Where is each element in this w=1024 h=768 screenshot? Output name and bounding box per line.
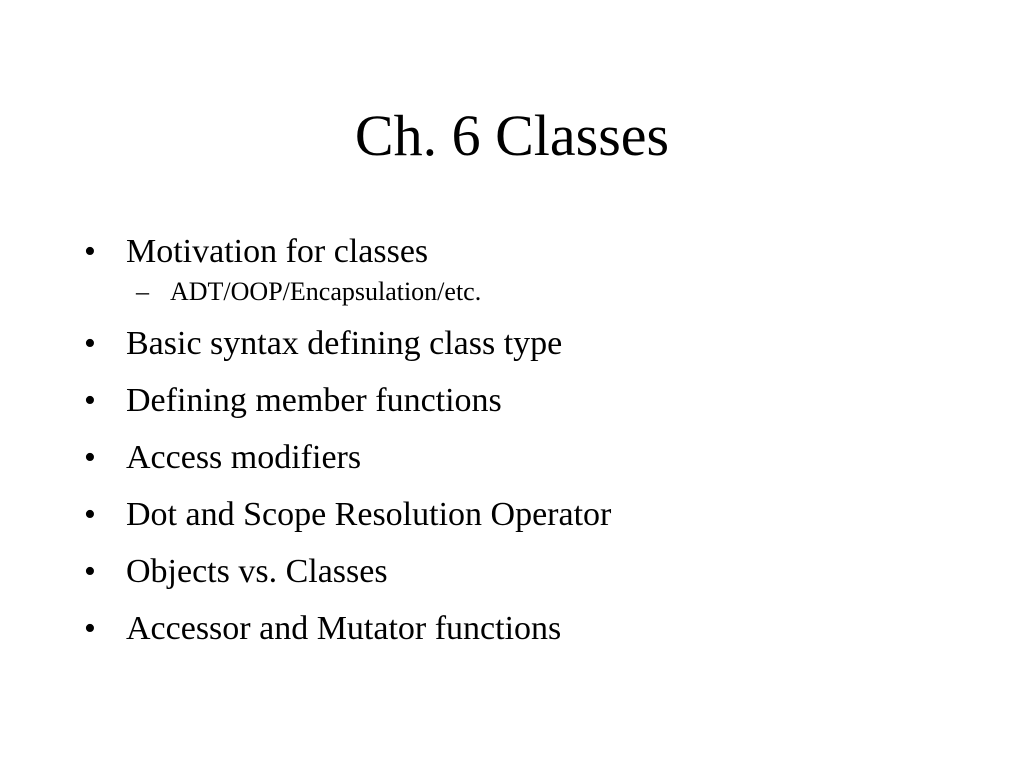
bullet-dot-icon: • [84,325,96,362]
bullet-text: Dot and Scope Resolution Operator [126,496,612,533]
bullet-item [84,605,964,653]
slide-title: Ch. 6 Classes [354,103,670,168]
bullet-item [84,377,964,425]
bullet-text: Accessor and Mutator functions [126,610,562,647]
bullet-text: Access modifiers [126,439,362,476]
bullet-list [84,228,964,662]
bullet-dot-icon: • [84,233,96,270]
bullet-text: Basic syntax defining class type [126,325,563,362]
bullet-dot-icon: • [84,439,96,476]
bullet-text: Motivation for classes [126,233,429,270]
bullet-item [84,548,964,596]
bullet-item [84,434,964,482]
bullet-text: Objects vs. Classes [126,553,388,590]
bullet-item [84,228,964,311]
dash-icon: – [136,277,149,306]
sub-bullet-text: ADT/OOP/Encapsulation/etc. [170,277,482,306]
bullet-item [84,320,964,368]
bullet-dot-icon: • [84,382,96,419]
bullet-dot-icon: • [84,496,96,533]
bullet-dot-icon: • [84,610,96,647]
bullet-item [84,491,964,539]
bullet-text: Defining member functions [126,382,502,419]
sub-bullet-list [126,273,964,311]
sub-bullet-item [126,273,964,311]
bullet-dot-icon: • [84,553,96,590]
